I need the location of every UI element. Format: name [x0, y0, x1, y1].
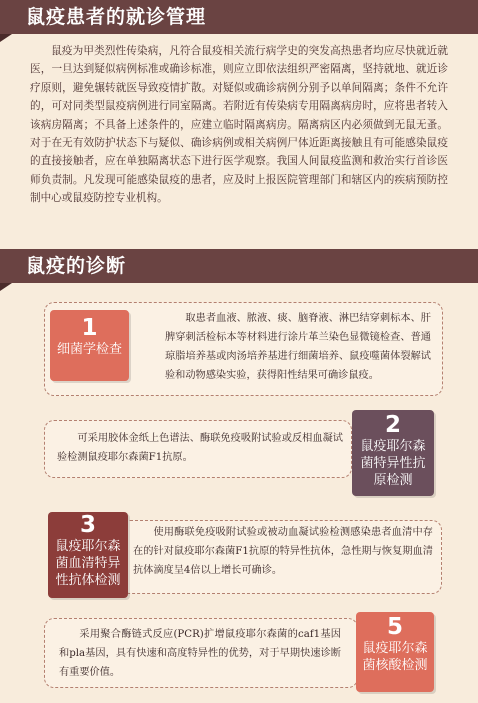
management-paragraph: 鼠疫为甲类烈性传染病，凡符合鼠疫相关流行病学史的突发高热患者均应尽快就近就医，一旦达到疑似病例标准或确诊标准，则应立即依法组织严密隔离，坚持就地、就近诊疗原则，避免辗转就医导致疫情扩散。对疑似或确诊病例分别予以单间隔离；条件不允许的，可对同类型鼠疫病例进行同室隔离。若附近有传染病专用隔离病房时，应将患者转入该病房隔离；不具备上述条件的，应建立临时隔离病房。隔离病区内必须做到无鼠无蚤。对于在无有效防护状态下与疑似、确诊病例或相关病例尸体近距离接触且有可能感染鼠疫的直接接触者，应在单独隔离状态下进行医学观察。我国人间鼠疫监测和救治实行首诊医师负责制。凡发现可能感染鼠疫的患者，应及时上报医院管理部门和辖区内的疾病预防控制中心或鼠疫防控专业机构。: [30, 45, 448, 205]
diagnosis-text-5: 采用聚合酶链式反应(PCR)扩增鼠疫耶尔森菌的caf1基因和pla基因，具有快速和高度特异性的优势，对于早期快速诊断有重要价值。: [59, 629, 341, 678]
section-header-diagnosis: [0, 249, 478, 283]
header-fold: [0, 34, 12, 42]
badge-number-1: 1: [81, 315, 98, 341]
diagnosis-text-1: 取患者血液、脓液、痰、脑脊液、淋巴结穿刺标本、肝脾穿刺活检标本等材料进行涂片革兰染色显微镜检查、普通琼脂培养基或肉汤培养基进行细菌培养、鼠疫噬菌体裂解试验和动物感染实验，获得阳性结果可确诊鼠疫。: [165, 313, 431, 381]
badge-label-3: 鼠疫耶尔森菌血清特异性抗体检测: [55, 539, 121, 588]
diagnosis-badge-2: [352, 410, 434, 496]
badge-label-5: 鼠疫耶尔森菌核酸检测: [362, 641, 428, 673]
diagnosis-card-3: [120, 520, 442, 594]
badge-label-2: 鼠疫耶尔森菌特异性抗原检测: [360, 439, 426, 488]
diagnosis-text-3: 使用酶联免疫吸附试验或被动血凝试验检测感染患者血清中存在的针对鼠疫耶尔森菌F1抗原的特异性抗体，急性期与恢复期血清抗体滴度呈4倍以上增长可确诊。: [133, 527, 433, 576]
section-title-management: 鼠疫患者的就诊管理: [26, 6, 207, 28]
badge-number-5: 5: [386, 614, 403, 640]
badge-number-2: 2: [384, 412, 401, 438]
section-header-management: [0, 0, 478, 34]
diagnosis-badge-3: [48, 512, 128, 598]
badge-number-3: 3: [79, 512, 96, 538]
diagnosis-text-2: 可采用胶体金纸上色谱法、酶联免疫吸附试验或反相血凝试验检测鼠疫耶尔森菌F1抗原。: [57, 433, 343, 463]
diagnosis-badge-5: [356, 612, 434, 692]
diagnosis-card-2: [44, 420, 352, 478]
section-title-diagnosis: 鼠疫的诊断: [26, 255, 127, 277]
badge-label-1: 细菌学检查: [56, 342, 122, 357]
header-fold: [0, 283, 12, 291]
diagnosis-card-5: [44, 618, 358, 688]
diagnosis-badge-1: [50, 310, 129, 381]
